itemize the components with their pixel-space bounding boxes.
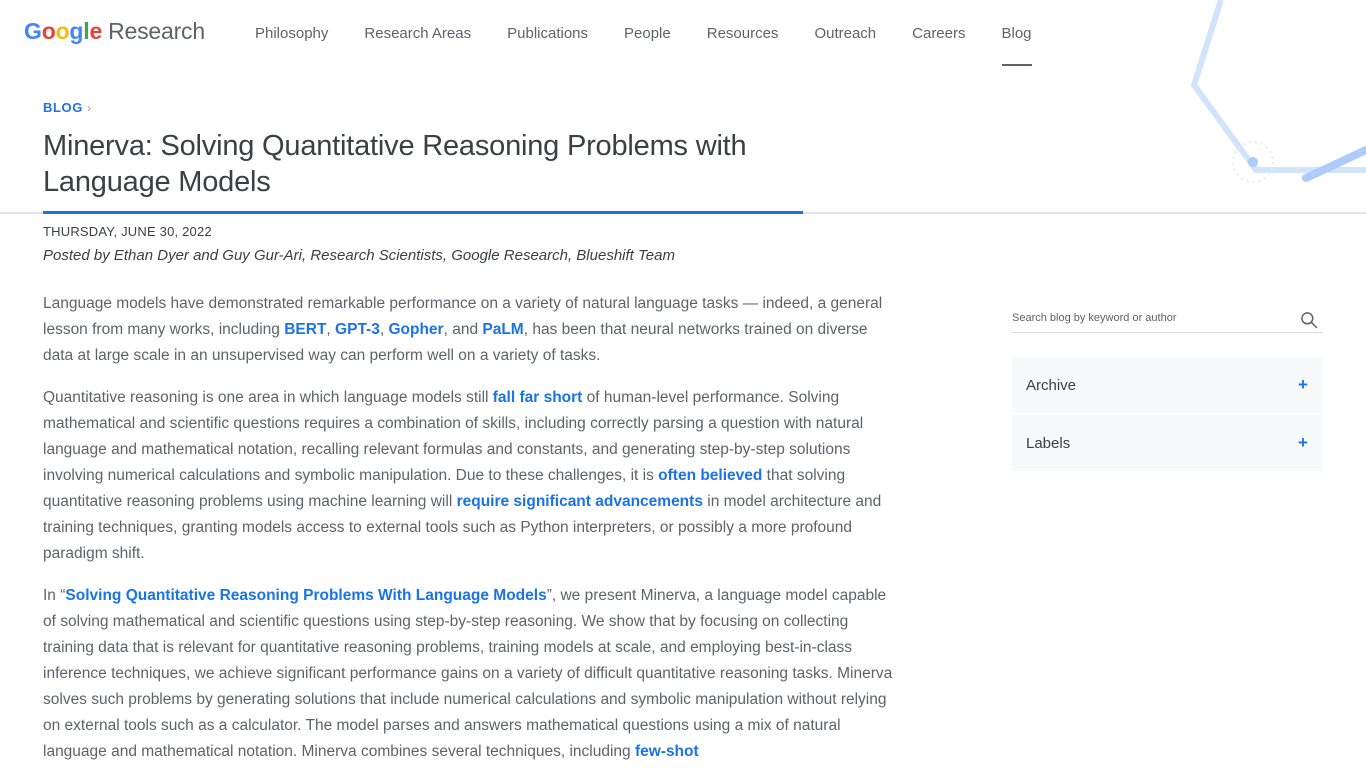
breadcrumb-blog-link[interactable]: BLOG	[43, 100, 83, 115]
site-header	[0, 0, 1366, 70]
inline-link[interactable]: Gopher	[388, 321, 444, 338]
inline-link[interactable]: often believed	[658, 467, 763, 484]
paragraph-text: that solving quantitative reasoning problems using machine learning will	[43, 467, 846, 510]
paragraph-text: , has been that neural networks trained on diverse data at large scale in an unsupervised way can perform well on a variety of tasks.	[43, 321, 868, 364]
sidebar-panels	[1012, 357, 1323, 471]
paragraph-text: , and	[443, 321, 483, 338]
plus-icon[interactable]: +	[1298, 375, 1308, 394]
nav-item-research-areas[interactable]: Research Areas	[364, 25, 472, 42]
sidebar	[1012, 308, 1323, 473]
logo-letter: e	[89, 18, 103, 44]
inline-link[interactable]: PaLM	[482, 321, 524, 338]
main-nav	[237, 0, 1050, 70]
paragraph-text: Quantitative reasoning is one area in which language models still	[43, 389, 493, 406]
logo-letter: G	[24, 18, 42, 44]
inline-link[interactable]: few-shot	[634, 743, 699, 760]
article-paragraph	[43, 583, 893, 765]
paragraph-text: ,	[379, 321, 389, 338]
google-research-logo[interactable]	[24, 18, 205, 48]
paragraph-text: Language models have demonstrated remarkable performance on a variety of natural language tasks — indeed, a general lesson from many works, including	[43, 295, 883, 338]
inline-link[interactable]: GPT-3	[335, 321, 380, 338]
paragraph-text: ,	[326, 321, 336, 338]
inline-link[interactable]: fall far short	[492, 389, 583, 406]
nav-item-resources[interactable]: Resources	[706, 25, 779, 42]
title-underline	[43, 211, 803, 214]
logo-letter: o	[55, 18, 70, 44]
post-date: THURSDAY, JUNE 30, 2022	[43, 224, 212, 239]
logo-letter: l	[83, 18, 90, 44]
nav-item-outreach[interactable]: Outreach	[814, 25, 877, 42]
nav-item-careers[interactable]: Careers	[912, 25, 966, 42]
logo-letter: g	[69, 18, 84, 44]
paragraph-text: In “	[43, 587, 66, 604]
search-icon[interactable]	[1299, 310, 1319, 330]
nav-item-philosophy[interactable]: Philosophy	[255, 25, 329, 42]
nav-item-people[interactable]: People	[624, 25, 671, 42]
post-byline: Posted by Ethan Dyer and Guy Gur-Ari, Research Scientists, Google Research, Blueshift Team	[43, 247, 675, 264]
chevron-right-icon: ›	[86, 100, 92, 115]
blog-search	[1012, 308, 1323, 333]
plus-icon[interactable]: +	[1298, 433, 1308, 452]
paragraph-text: in model architecture and training techniques, granting models access to external tools such as Python interpreters, or possibly a more profound paradigm shift.	[43, 493, 882, 562]
inline-link[interactable]: require significant advancements	[456, 493, 703, 510]
paragraph-text: of human-level performance. Solving mathematical and scientific questions requires a combination of skills, including correctly parsing a question with natural language and mathematical notation, recalling relevant formulas and constants, and generating step-by-step solutions involving numerical calculations and symbolic manipulation. Due to these challenges, it is	[43, 389, 864, 484]
inline-link[interactable]: BERT	[284, 321, 327, 338]
page-title: Minerva: Solving Quantitative Reasoning Problems with Language Models	[43, 130, 747, 198]
article-paragraph	[43, 291, 893, 369]
sidebar-panel-labels[interactable]	[1012, 415, 1323, 471]
breadcrumb	[43, 100, 92, 115]
logo-product-name: Research	[108, 18, 205, 44]
sidebar-panel-archive[interactable]	[1012, 357, 1323, 413]
search-input[interactable]	[1012, 312, 1292, 324]
article-paragraph	[43, 385, 893, 567]
panel-label: Labels	[1026, 434, 1071, 452]
panel-label: Archive	[1026, 376, 1077, 394]
article-body	[43, 291, 893, 768]
nav-item-publications[interactable]: Publications	[507, 25, 589, 42]
nav-item-blog[interactable]: Blog	[984, 0, 1050, 70]
paragraph-text: ”, we present Minerva, a language model capable of solving mathematical and scientific questions using step-by-step reasoning. We show that by focusing on collecting training data that is relevant for quantitative reasoning problems, training models at scale, and employing best-in-class inference techniques, we achieve significant performance gains on a variety of difficult quantitative reasoning tasks. Minerva solves such problems by generating solutions that include numerical calculations and symbolic manipulation without relying on external tools such as a calculator. The model parses and answers mathematical questions using a mix of natural language and mathematical notation. Minerva combines several techniques, including	[43, 587, 893, 760]
inline-link[interactable]: Solving Quantitative Reasoning Problems With Language Models	[65, 587, 547, 604]
logo-letter: o	[41, 18, 56, 44]
